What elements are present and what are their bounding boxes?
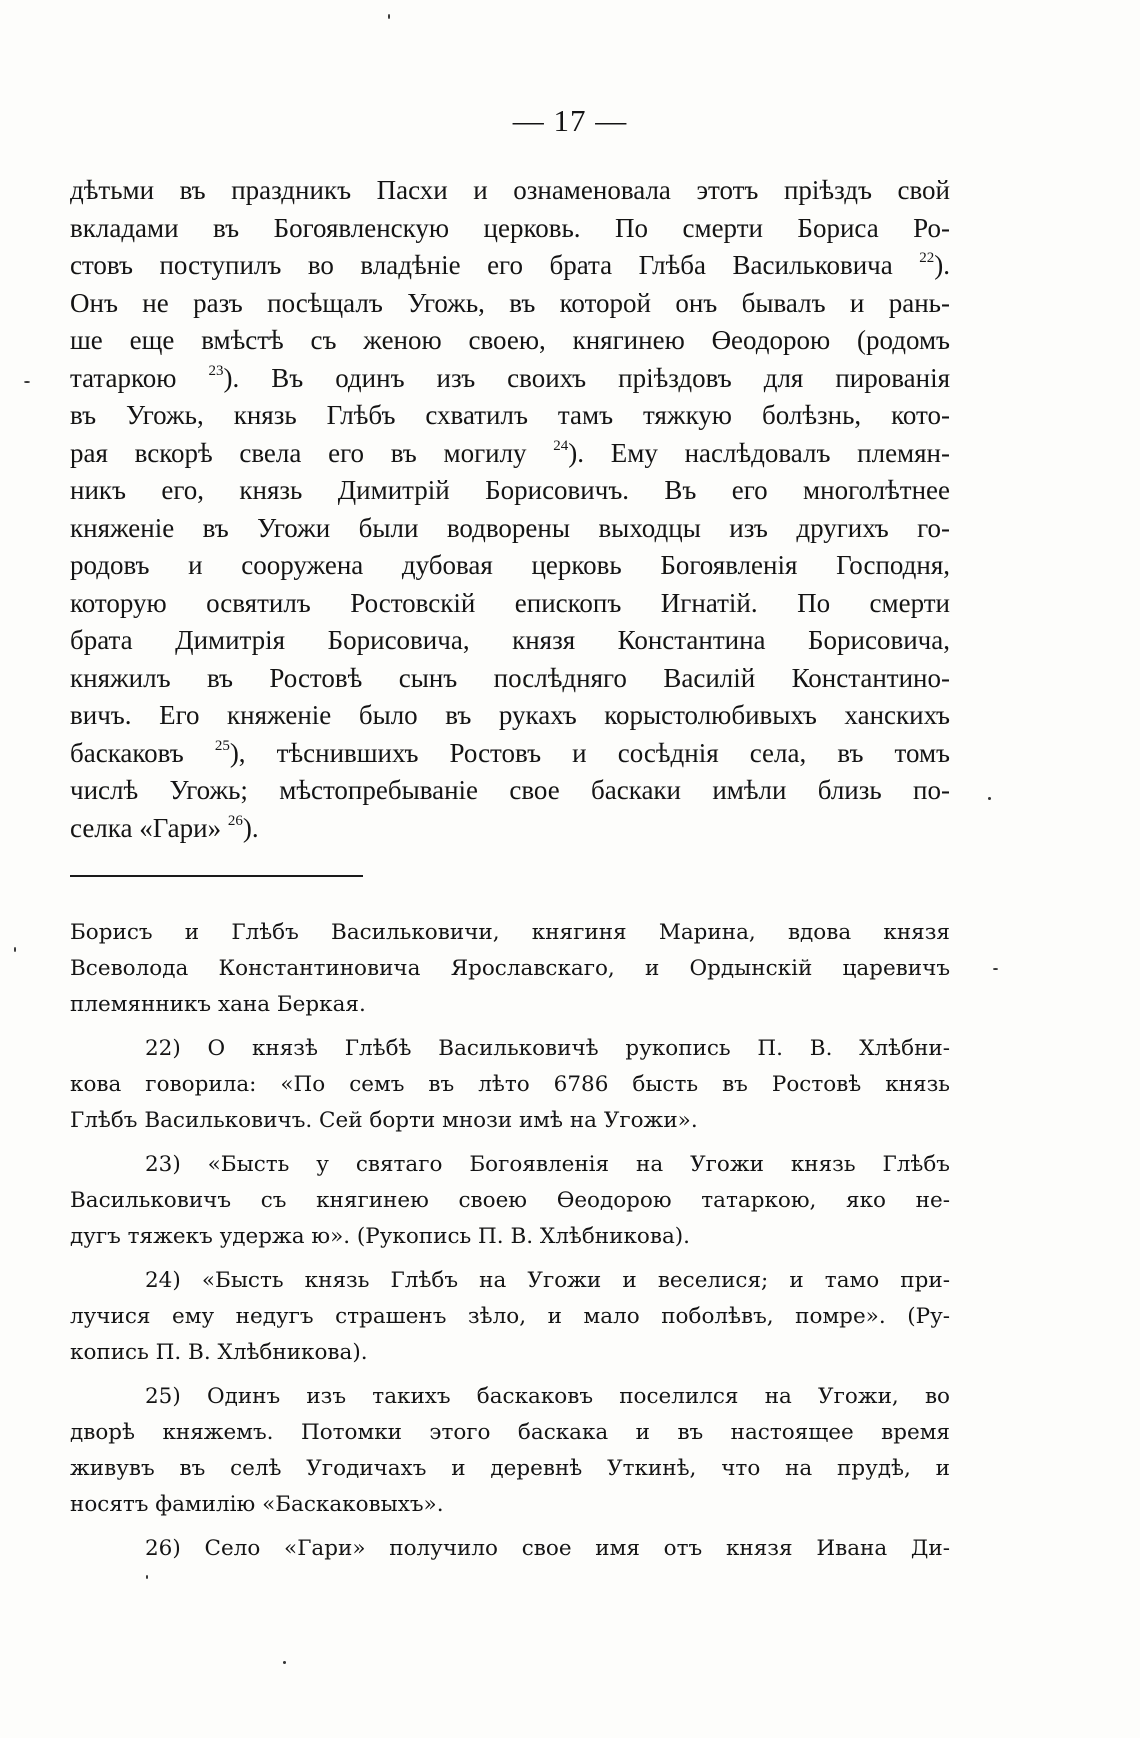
text-line: въ Угожь, князь Глѣбъ схватилъ тамъ тяжкую болѣзнь, кото-	[70, 400, 950, 430]
footnote-line: дворѣ княжемъ. Потомки этого баскака и въ настоящее время	[70, 1420, 950, 1445]
text-line-tail: ).	[934, 250, 950, 280]
footnote-line: племянникъ хана Беркая.	[70, 992, 366, 1017]
text-line-body: рая вскорѣ свела его въ могилу	[70, 437, 527, 468]
footnote-line: 25) Одинъ изъ такихъ баскаковъ поселился на Угожи, во	[145, 1384, 950, 1409]
footnote-line: кова говорила: «По семъ въ лѣто 6786 бысть въ Ростовѣ князь	[70, 1072, 950, 1097]
footnote-ref: 24	[553, 437, 569, 454]
footnote-ref: 26	[227, 812, 243, 829]
text-line: дѣтьми въ праздникъ Пасхи и ознаменовала этотъ пріѣздъ свой	[70, 175, 950, 205]
text-line: Онъ не разъ посѣщалъ Угожь, въ которой онъ бывалъ и рань-	[70, 287, 950, 318]
footnote-line: Глѣбъ Васильковичъ. Сей борти мнози имѣ на Угожи».	[70, 1108, 698, 1133]
text-line: брата Димитрія Борисовича, князя Константина Борисовича,	[70, 625, 950, 655]
scan-speck	[283, 1661, 286, 1664]
footnote-ref: 22	[919, 250, 935, 266]
text-line-body: баскаковъ	[70, 737, 184, 768]
text-line	[70, 360, 950, 398]
footnote-line: копись П. В. Хлѣбникова).	[70, 1340, 368, 1365]
footnote-23	[70, 1147, 950, 1255]
footnote-24	[70, 1263, 950, 1371]
scan-speck	[388, 14, 390, 19]
footnote-ref: 25	[214, 737, 230, 754]
text-line-body: татаркою	[70, 362, 177, 393]
text-line: которую освятилъ Ростовскій епископъ Игнатій. По смерти	[70, 587, 950, 618]
text-line	[70, 435, 950, 473]
text-line: родовъ и сооружена дубовая церковь Богоявленія Господня,	[70, 550, 950, 580]
footnote-25	[70, 1379, 950, 1523]
text-line: вичъ. Его княженіе было въ рукахъ корыстолюбивыхъ ханскихъ	[70, 700, 950, 730]
text-line-body: стовъ поступилъ во владѣніе его брата Глѣба Васильковича	[70, 250, 893, 280]
scan-speck	[14, 947, 16, 952]
footnote-22	[70, 1031, 950, 1139]
footnote-26	[70, 1531, 950, 1567]
text-line	[70, 735, 950, 773]
text-line: числѣ Угожь; мѣстопребываніе свое баскаки имѣли близь по-	[70, 775, 950, 805]
footnote-line: 22) О князѣ Глѣбѣ Васильковичѣ рукопись П. В. Хлѣбни-	[145, 1036, 950, 1061]
text-line: никъ его, князь Димитрій Борисовичъ. Въ его многолѣтнее	[70, 475, 950, 505]
scan-speck	[24, 381, 30, 383]
scan-speck	[988, 797, 991, 800]
footnote-line: Всеволода Константиновича Ярославскаго, и Ордынскій царевичъ	[70, 956, 950, 981]
text-line: вкладами въ Богоявленскую церковь. По смерти Бориса Ро-	[70, 212, 950, 243]
footnote-line: 26) Село «Гари» получило свое имя отъ князя Ивана Ди-	[145, 1536, 950, 1561]
scan-speck	[993, 968, 998, 970]
text-line-body: селка «Гари»	[70, 812, 222, 843]
footnotes	[70, 915, 950, 1575]
footnote-line: Васильковичъ съ княгинею своею Өеодорою татаркою, яко не-	[70, 1188, 950, 1213]
text-line: ше еще вмѣстѣ съ женою своею, княгинею Өеодорою (родомъ	[70, 325, 950, 355]
footnote-ref: 23	[208, 362, 224, 379]
text-line	[70, 810, 950, 848]
footnote-divider	[70, 875, 363, 877]
footnote-line: лучися ему недугъ страшенъ зѣло, и мало поболѣвъ, помре». (Ру-	[70, 1304, 950, 1329]
footnote-line: дугъ тяжекъ удержа ю». (Рукопись П. В. Хлѣбникова).	[70, 1224, 690, 1249]
footnote-line: носятъ фамилію «Баскаковыхъ».	[70, 1492, 444, 1517]
text-line	[70, 247, 950, 285]
page-number: — 17 —	[512, 103, 628, 138]
text-line-tail: ).	[242, 812, 259, 843]
text-line: княжилъ въ Ростовѣ сынъ послѣдняго Василій Константино-	[70, 662, 950, 693]
footnote-line: 23) «Бысть у святаго Богоявленія на Угожи князь Глѣбъ	[145, 1152, 950, 1177]
footnote-continuation	[70, 915, 950, 1023]
text-line-tail: ), тѣснившихъ Ростовъ и сосѣднія села, въ томъ	[229, 737, 950, 768]
text-line-tail: ). Въ одинъ изъ своихъ пріѣздовъ для пированія	[223, 362, 950, 393]
footnote-line: Борисъ и Глѣбъ Васильковичи, княгиня Марина, вдова князя	[70, 920, 950, 945]
scan-speck	[146, 1575, 148, 1579]
text-line-tail: ). Ему наслѣдовалъ племян-	[568, 437, 950, 468]
footnote-line: живувъ въ селѣ Угодичахъ и деревнѣ Уткинѣ, что на прудѣ, и	[70, 1456, 950, 1481]
text-line: княженіе въ Угожи были водворены выходцы изъ другихъ го-	[70, 512, 950, 543]
main-text	[70, 172, 950, 847]
footnote-line: 24) «Бысть князь Глѣбъ на Угожи и веселися; и тамо при-	[145, 1268, 950, 1293]
